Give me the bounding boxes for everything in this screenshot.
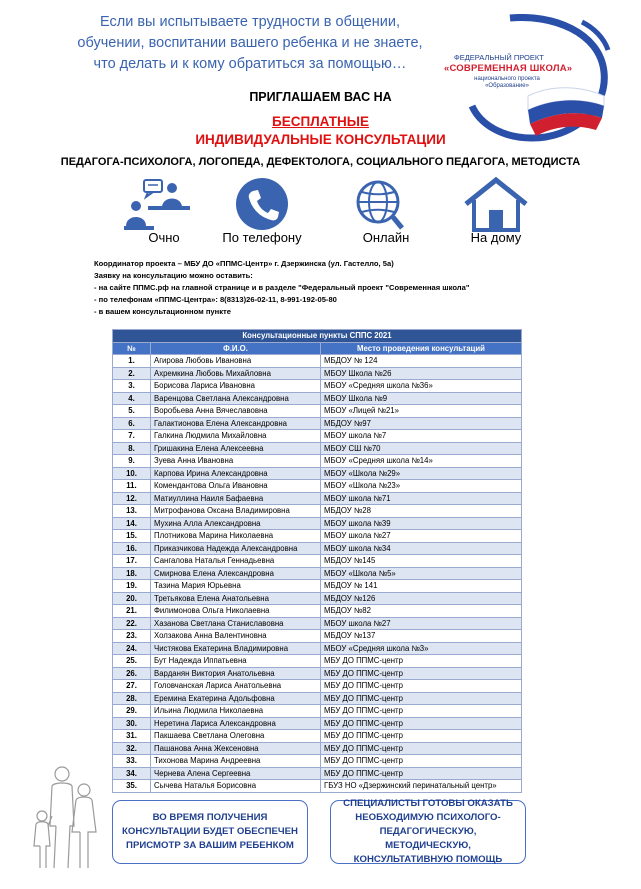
row-number: 27. (113, 680, 151, 693)
row-place: МБОУ школа №27 (321, 530, 522, 543)
globe-icon (342, 176, 422, 232)
row-place: МБУ ДО ППМС-центр (321, 680, 522, 693)
table-row (113, 405, 522, 418)
row-name: Филимонова Ольга Николаевна (151, 605, 321, 618)
table-row (113, 767, 522, 780)
row-place: МБОУ «Школа №5» (321, 567, 522, 580)
table-row (113, 392, 522, 405)
row-name: Хазанова Светлана Станиславовна (151, 617, 321, 630)
row-number: 6. (113, 417, 151, 430)
row-number: 29. (113, 705, 151, 718)
table-row (113, 480, 522, 493)
row-number: 22. (113, 617, 151, 630)
row-place: МБДОУ №145 (321, 555, 522, 568)
row-name: Варданян Виктория Анатольевна (151, 667, 321, 680)
row-place: МБОУ «Школа №23» (321, 480, 522, 493)
table-row (113, 467, 522, 480)
row-number: 12. (113, 492, 151, 505)
column-header-name: Ф.И.О. (151, 342, 321, 355)
family-icon (22, 756, 112, 876)
row-name: Неретина Лариса Александровна (151, 717, 321, 730)
row-number: 10. (113, 467, 151, 480)
invite-heading: ПРИГЛАШАЕМ ВАС НА (249, 90, 392, 104)
row-name: Смирнова Елена Александровна (151, 567, 321, 580)
table-row (113, 417, 522, 430)
row-name: Бут Надежда Иппатьевна (151, 655, 321, 668)
table-row (113, 705, 522, 718)
row-number: 16. (113, 542, 151, 555)
table-row (113, 780, 522, 793)
coordinator-line: Координатор проекта – МБУ ДО «ППМС-Центр» г. Дзержинска (ул. Гастелло, 5а) (94, 259, 394, 268)
intro-text (60, 12, 440, 75)
table-row (113, 530, 522, 543)
table-row (113, 692, 522, 705)
table-row (113, 592, 522, 605)
row-place: МБОУ «Лицей №21» (321, 405, 522, 418)
row-name: Митрофанова Оксана Владимировна (151, 505, 321, 518)
row-name: Зуева Анна Ивановна (151, 455, 321, 468)
column-header-place: Место проведения консультаций (321, 342, 522, 355)
row-place: МБОУ «Средняя школа №3» (321, 642, 522, 655)
format-label: Очно (148, 230, 180, 245)
row-number: 7. (113, 430, 151, 443)
row-place: МБОУ школа №27 (321, 617, 522, 630)
row-place: МБОУ Школа №26 (321, 367, 522, 380)
row-number: 31. (113, 730, 151, 743)
table-row (113, 430, 522, 443)
row-place: МБОУ школа №71 (321, 492, 522, 505)
row-name: Гришакина Елена Алексеевна (151, 442, 321, 455)
row-number: 5. (113, 405, 151, 418)
row-place: МБДОУ № 141 (321, 580, 522, 593)
table-caption: Консультационные пункты СППС 2021 (113, 330, 522, 343)
table-body (113, 355, 522, 793)
row-number: 15. (113, 530, 151, 543)
coordinator-line: Заявку на консультацию можно оставить: (94, 271, 253, 280)
specialists-heading: ПЕДАГОГА-ПСИХОЛОГА, ЛОГОПЕДА, ДЕФЕКТОЛОГА, СОЦИАЛЬНОГО ПЕДАГОГА, МЕТОДИСТА (60, 156, 581, 168)
row-place: МБОУ «Школа №29» (321, 467, 522, 480)
row-number: 28. (113, 692, 151, 705)
row-name: Приказчикова Надежда Александровна (151, 542, 321, 555)
table-row (113, 567, 522, 580)
row-number: 24. (113, 642, 151, 655)
table-row (113, 355, 522, 368)
row-name: Варенцова Светлана Александровна (151, 392, 321, 405)
table-row (113, 605, 522, 618)
row-number: 8. (113, 442, 151, 455)
table-row (113, 630, 522, 643)
row-number: 21. (113, 605, 151, 618)
table-row (113, 680, 522, 693)
row-number: 17. (113, 555, 151, 568)
logo-line-3: национального проекта «Образование» (474, 76, 540, 89)
column-header-number: № (113, 342, 151, 355)
row-number: 25. (113, 655, 151, 668)
row-name: Ильина Людмила Николаевна (151, 705, 321, 718)
table-row (113, 555, 522, 568)
intro-line: Если вы испытываете трудности в общении, (100, 14, 400, 30)
row-place: МБОУ школа №39 (321, 517, 522, 530)
table-row (113, 755, 522, 768)
row-name: Чернева Алена Сергеевна (151, 767, 321, 780)
table-row (113, 730, 522, 743)
phone-icon (222, 176, 302, 232)
row-name: Еремина Екатерина Адольфовна (151, 692, 321, 705)
row-place: МБДОУ №82 (321, 605, 522, 618)
teacher-icon (122, 176, 202, 232)
row-name: Сычева Наталья Борисовна (151, 780, 321, 793)
row-name: Пашанова Анна Жексеновна (151, 742, 321, 755)
row-place: МБДОУ №28 (321, 505, 522, 518)
row-place: МБОУ «Средняя школа №36» (321, 380, 522, 393)
coordinator-line: - по телефонам «ППМС-Центра»: 8(8313)26-02-11, 8-991-192-05-80 (94, 295, 337, 304)
row-place: МБУ ДО ППМС-центр (321, 705, 522, 718)
row-name: Борисова Лариса Ивановна (151, 380, 321, 393)
row-number: 14. (113, 517, 151, 530)
coordinator-line: - на сайте ППМС.рф на главной странице и в разделе "Федеральный проект "Современная школа" (94, 283, 470, 292)
table-row (113, 667, 522, 680)
row-number: 19. (113, 580, 151, 593)
row-place: МБОУ «Средняя школа №14» (321, 455, 522, 468)
format-label: По телефону (222, 230, 302, 245)
row-name: Плотникова Марина Николаевна (151, 530, 321, 543)
table-row (113, 655, 522, 668)
consultations-heading: ИНДИВИДУАЛЬНЫЕ КОНСУЛЬТАЦИИ (195, 132, 446, 147)
row-number: 3. (113, 380, 151, 393)
table-row (113, 492, 522, 505)
table-row (113, 367, 522, 380)
row-name: Галкина Людмила Михайловна (151, 430, 321, 443)
row-place: МБУ ДО ППМС-центр (321, 742, 522, 755)
row-number: 32. (113, 742, 151, 755)
coordinator-info (94, 258, 564, 318)
house-icon (456, 176, 536, 232)
free-heading: БЕСПЛАТНЫЕ (272, 114, 369, 129)
row-place: МБОУ школа №7 (321, 430, 522, 443)
logo-line-1: ФЕДЕРАЛЬНЫЙ ПРОЕКТ (454, 53, 544, 62)
table-row (113, 380, 522, 393)
row-number: 2. (113, 367, 151, 380)
row-name: Головчанская Лариса Анатольевна (151, 680, 321, 693)
format-label: На дому (470, 230, 522, 245)
specialists-note-text: СПЕЦИАЛИСТЫ ГОТОВЫ ОКАЗАТЬ НЕОБХОДИМУЮ ПСИХОЛОГО-ПЕДАГОГИЧЕСКУЮ, МЕТОДИЧЕСКУЮ, КОНСУЛЬТАТИВНУЮ ПОМОЩЬ (343, 798, 513, 865)
row-name: Комендантова Ольга Ивановна (151, 480, 321, 493)
row-number: 30. (113, 717, 151, 730)
row-name: Сангалова Наталья Геннадьевна (151, 555, 321, 568)
row-place: МБУ ДО ППМС-центр (321, 755, 522, 768)
row-place: МБУ ДО ППМС-центр (321, 767, 522, 780)
row-name: Холзакова Анна Валентиновна (151, 630, 321, 643)
row-name: Пакшаева Светлана Олеговна (151, 730, 321, 743)
row-name: Тихонова Марина Андреевна (151, 755, 321, 768)
row-place: МБДОУ № 124 (321, 355, 522, 368)
intro-line: обучении, воспитании вашего ребенка и не знаете, (77, 35, 423, 51)
specialists-note (330, 800, 526, 864)
row-place: МБУ ДО ППМС-центр (321, 692, 522, 705)
row-number: 35. (113, 780, 151, 793)
table-row (113, 505, 522, 518)
consultation-points-table (112, 329, 522, 793)
row-number: 20. (113, 592, 151, 605)
childcare-note-text: ВО ВРЕМЯ ПОЛУЧЕНИЯ КОНСУЛЬТАЦИИ БУДЕТ ОБЕСПЕЧЕН ПРИСМОТР ЗА ВАШИМ РЕБЕНКОМ (122, 812, 298, 851)
row-place: МБДОУ №126 (321, 592, 522, 605)
table-row (113, 642, 522, 655)
row-name: Ахремкина Любовь Михайловна (151, 367, 321, 380)
row-number: 9. (113, 455, 151, 468)
table-row (113, 442, 522, 455)
childcare-note (112, 800, 308, 864)
row-number: 13. (113, 505, 151, 518)
row-name: Матиуллина Наиля Бафаевна (151, 492, 321, 505)
row-place: МБУ ДО ППМС-центр (321, 730, 522, 743)
table-row (113, 742, 522, 755)
row-name: Галактионова Елена Александровна (151, 417, 321, 430)
row-place: МБУ ДО ППМС-центр (321, 717, 522, 730)
row-number: 18. (113, 567, 151, 580)
row-number: 33. (113, 755, 151, 768)
row-name: Мухина Алла Александровна (151, 517, 321, 530)
row-number: 26. (113, 667, 151, 680)
row-place: МБУ ДО ППМС-центр (321, 655, 522, 668)
table-row (113, 617, 522, 630)
row-place: МБУ ДО ППМС-центр (321, 667, 522, 680)
row-place: МБОУ СШ №70 (321, 442, 522, 455)
format-label: Онлайн (362, 230, 410, 245)
table-row (113, 542, 522, 555)
row-name: Тазина Мария Юрьевна (151, 580, 321, 593)
row-name: Воробьева Анна Вячеславовна (151, 405, 321, 418)
table-row (113, 717, 522, 730)
row-place: МБДОУ №97 (321, 417, 522, 430)
table-row (113, 517, 522, 530)
logo-line-2: «СОВРЕМЕННАЯ ШКОЛА» (444, 63, 573, 74)
row-name: Агирова Любовь Ивановна (151, 355, 321, 368)
row-place: ГБУЗ НО «Дзержинский перинатальный центр» (321, 780, 522, 793)
row-number: 4. (113, 392, 151, 405)
row-name: Чистякова Екатерина Владимировна (151, 642, 321, 655)
row-number: 23. (113, 630, 151, 643)
table-row (113, 455, 522, 468)
row-number: 34. (113, 767, 151, 780)
row-name: Третьякова Елена Анатольевна (151, 592, 321, 605)
row-name: Карпова Ирина Александровна (151, 467, 321, 480)
row-place: МБДОУ №137 (321, 630, 522, 643)
intro-line: что делать и к кому обратиться за помощью… (93, 56, 407, 72)
row-place: МБОУ школа №34 (321, 542, 522, 555)
row-number: 1. (113, 355, 151, 368)
row-number: 11. (113, 480, 151, 493)
table-row (113, 580, 522, 593)
row-place: МБОУ Школа №9 (321, 392, 522, 405)
coordinator-line: - в вашем консультационном пункте (94, 307, 231, 316)
